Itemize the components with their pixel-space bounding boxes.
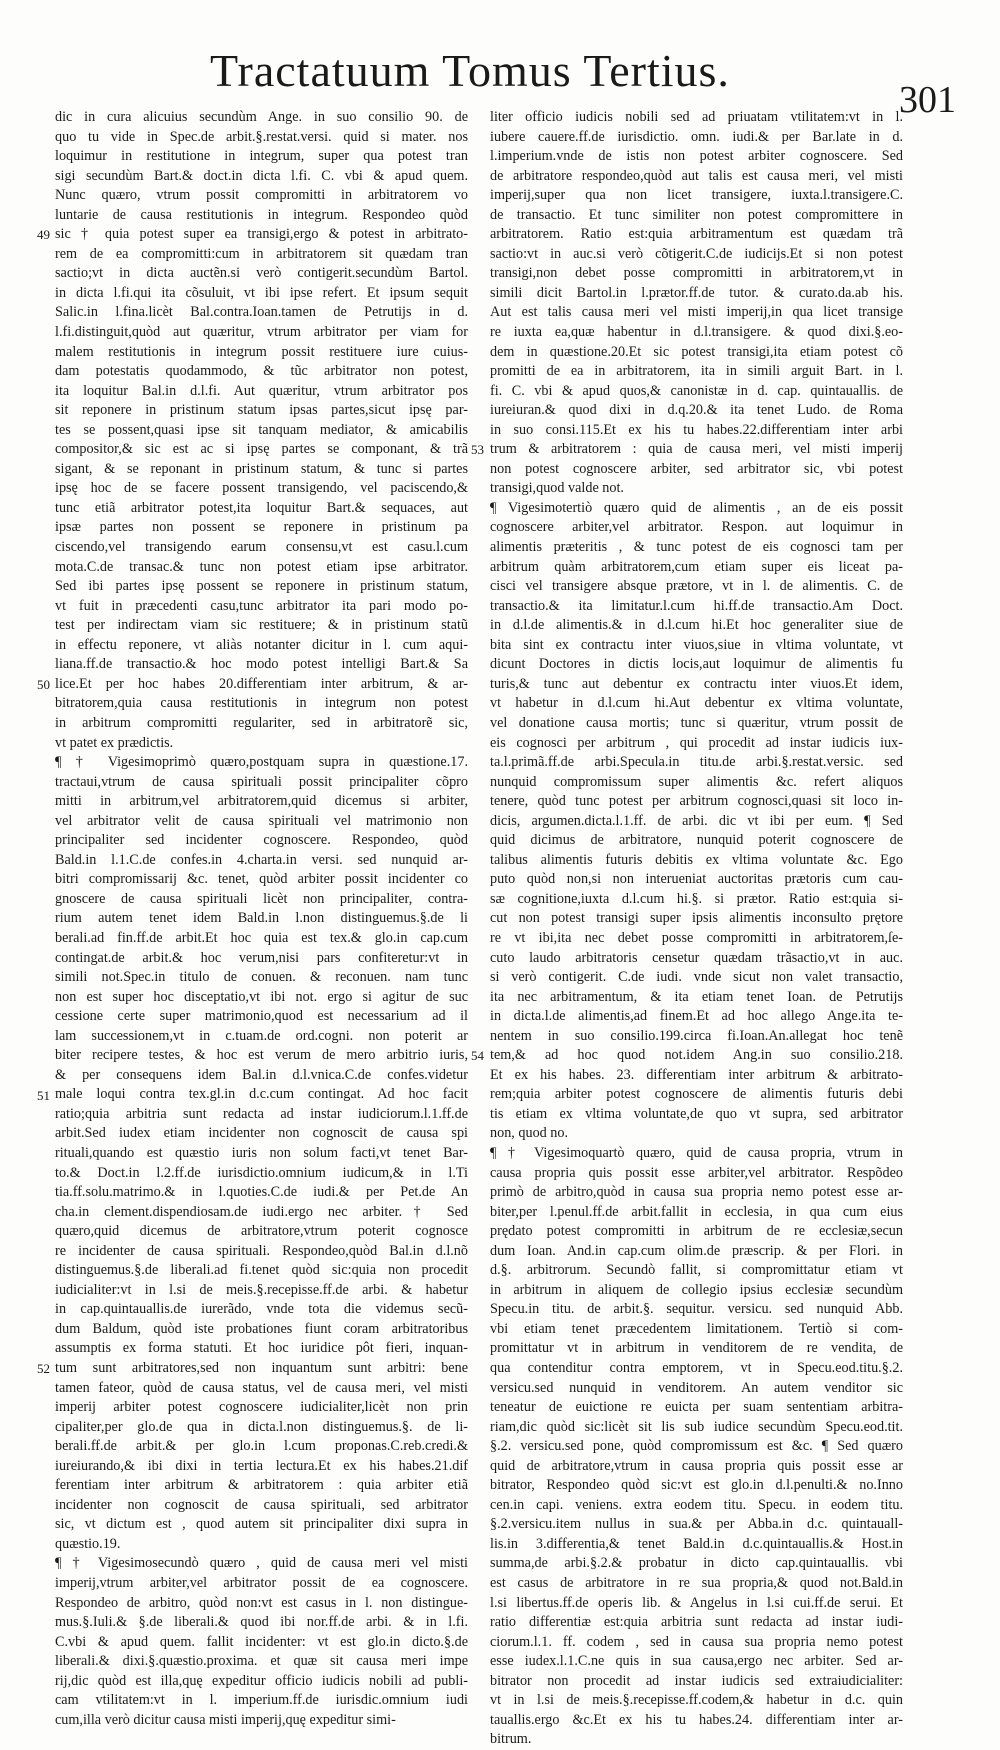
text-line: biter,per l.penul.ff.de arbit.fallit in ecclesia, in qua cum eius bbox=[490, 1203, 903, 1220]
text-line: Salic.in l.fina.licèt Bal.contra.Ioan.tamen de Petrutijs in d. bbox=[55, 304, 468, 321]
text-line: mota.C.de transac.& tunc non potest etiam ipse arbitrator. bbox=[55, 558, 468, 575]
text-line: causa propria quis possit esse arbiter,vel arbitrator. Respõdeo bbox=[490, 1164, 903, 1181]
margin-paragraph-number: 49 bbox=[37, 227, 50, 243]
text-line: teneatur de euictione re euicta per suam sententiam arbitra- bbox=[490, 1399, 903, 1416]
margin-paragraph-number: 52 bbox=[37, 1361, 50, 1377]
text-line: Et ex his habes. 23. differentiam inter arbitrum & arbitrato- bbox=[490, 1066, 903, 1083]
text-line: contingat.de arbit.& hoc verum,nisi pars confiteretur:vt in bbox=[55, 949, 468, 966]
text-line: rem;quia arbiter potest cognoscere de alimentis futuris debi bbox=[490, 1086, 903, 1103]
text-line: Respondeo de arbitro, quòd non:vt est casus in l. non distingue- bbox=[55, 1594, 468, 1611]
text-line: sic, vt dictum est , quod autem sit principaliter dixi supra in bbox=[55, 1516, 468, 1533]
text-line: liana.ff.de transactio.& hoc modo potest intelligi Bart.& Sa bbox=[55, 656, 468, 673]
text-line: Specu.in titu. de arbit.§. sequitur. versicu. sed nunquid Abb. bbox=[490, 1301, 903, 1318]
text-line: dicis, argumen.dicta.l.1.ff. de arbi. dic vt ibi per eum. ¶ Sed bbox=[490, 812, 903, 829]
text-line: bitrum. bbox=[490, 1731, 532, 1748]
text-line: primò de arbitro,quòd in causa sua propria nemo potest esse ar- bbox=[490, 1184, 903, 1201]
text-line: §.2. versicu.sed pone, quòd compromissum est &c. ¶ Sed quæro bbox=[490, 1438, 903, 1455]
text-line: tem,& ad hoc quod not.idem Ang.in suo consilio.218. bbox=[490, 1047, 903, 1064]
text-line: de arbitratore respondeo,quòd aut talis est causa meri, vel misti bbox=[490, 167, 903, 184]
text-line: & per consequens idem Bal.in d.l.vnica.C.de confes.videtur bbox=[55, 1066, 468, 1083]
text-line: re incidenter de causa spirituali. Respondeo,quòd Bal.in d.l.nõ bbox=[55, 1242, 468, 1259]
text-line: test per indirectam viam sic restituere; & in pristinum statũ bbox=[55, 617, 468, 634]
text-line: tractaui,vtrum de causa spirituali possit principaliter cõpro bbox=[55, 773, 468, 790]
text-line: Aut est talis causa meri vel misti imperij,in qua licet transige bbox=[490, 304, 903, 321]
text-line: non potest cognoscere arbiter, sed arbitrator sic, vbi potest bbox=[490, 460, 903, 477]
text-line: tia.ff.solu.matrimo.& in l.quoties.C.de iudi.& per Pet.de An bbox=[55, 1184, 468, 1201]
text-line: quid dicimus de arbitratore, nunquid poterit cognoscere de bbox=[490, 832, 903, 849]
text-line: rem de ea compromitti:cum in arbitratorem sit quædam tran bbox=[55, 245, 468, 262]
text-line: cuto laudo arbitratoris censetur quædam trãsactio,vt in auc. bbox=[490, 949, 903, 966]
text-line: ¶ † Vigesimoquartò quæro, quid de causa propria, vtrum in bbox=[490, 1144, 903, 1161]
text-line: Nunc quæro, vtrum possit compromitti in arbitratorem vo bbox=[55, 187, 468, 204]
text-line: principaliter sed incidenter cognoscere. Respondeo, quòd bbox=[55, 832, 468, 849]
text-line: iudicialiter:vt in l.si de meis.§.recepisse.ff.de arbi. & habetur bbox=[55, 1281, 468, 1298]
text-line: non est super hoc disceptatio,vt ibi not. ergo si agitur de suc bbox=[55, 988, 468, 1005]
text-line: ratio differentiæ est:quia arbitria sunt redacta ad instar iudi- bbox=[490, 1614, 903, 1631]
text-line: sic † quia potest super ea transigi,ergo & potest in arbitrato- bbox=[55, 226, 468, 243]
text-line: ciscendo,vel transigendo earum consensu,vt est casu.l.cum bbox=[55, 539, 468, 556]
text-line: vbi etiam tenet præcedentem limitationem. Tertiò si com- bbox=[490, 1320, 903, 1337]
text-line: versicu.sed nunquid in venditorem. An autem venditor sic bbox=[490, 1379, 903, 1396]
text-line: l.si libertus.ff.de operis lib. & Angelus in l.si cui.ff.de serui. Et bbox=[490, 1594, 903, 1611]
text-line: iureiuran.& quod dixi in d.q.20.& ita tenet Ludo. de Roma bbox=[490, 402, 903, 419]
text-line: cut non potest transigi super ipsis alimentis inconsulto prętore bbox=[490, 910, 903, 927]
running-title: Tractatuum Tomus Tertius. bbox=[210, 45, 730, 96]
text-line: de transactio. Et tunc similiter non potest compromittere in bbox=[490, 206, 903, 223]
text-line: alimentis præteritis , & tunc potest de eis cognosci tam per bbox=[490, 539, 903, 556]
text-line: ipsę hoc de se facere possent transigendo, vel paciscendo,& bbox=[55, 480, 468, 497]
text-line: tes se possent,quasi ipse sit tanquam mediator, & amicabilis bbox=[55, 421, 468, 438]
text-line: re vt ibi,ita nec debet posse compromitti in arbitratorem,ſe- bbox=[490, 929, 903, 946]
text-line: eis cognosci per arbitrum , qui procedit ad instar iudicis iux- bbox=[490, 734, 903, 751]
text-line: rium autem tenet idem Bald.in l.non distinguemus.§.de li bbox=[55, 910, 468, 927]
text-line: ita nec arbitramentum, & ita etiam tenet Ioan. de Petrutijs bbox=[490, 988, 903, 1005]
text-line: dem in quæstione.20.Et sic potest transigi,ita etiam potest cõ bbox=[490, 343, 903, 360]
text-line: ipsæ partes non possent se reponere in pristinum pa bbox=[55, 519, 468, 536]
text-line: berali.ad fin.ff.de arbit.Et hoc quia est tex.& glo.in cap.cum bbox=[55, 929, 468, 946]
text-line: bita sint ex contractu inter viuos,siue in vltima voluntate, vt bbox=[490, 636, 903, 653]
text-line: compositor,& sic est ac si ipsę partes se componant, & trã bbox=[55, 441, 468, 458]
text-line: cessione certe super matrimonio,quod est necessarium ad il bbox=[55, 1008, 468, 1025]
text-line: prędato potest compromitti in arbitrum de re ecclesiæ,secun bbox=[490, 1223, 903, 1240]
text-line: sigant, & se reponant in pristinum statum, & tunc si partes bbox=[55, 460, 468, 477]
text-line: re iuxta ea,quæ habentur in d.l.transigere. & quod dixi.§.eo- bbox=[490, 324, 903, 341]
text-line: imperij arbiter potest cognoscere iudicialiter,licèt non prin bbox=[55, 1399, 468, 1416]
text-line: ¶ † Vigesimoprimò quæro,postquam supra in quæstione.17. bbox=[55, 754, 468, 771]
text-line: arbitrum quàm arbitratorem,cum etiam super eis liceat pa- bbox=[490, 558, 903, 575]
text-line: distinguemus.§.de liberali.ad fi.tenet quòd sic:quia non procedit bbox=[55, 1262, 468, 1279]
text-line: lice.Et per hoc habes 20.differentiam inter arbitrum, & ar- bbox=[55, 675, 468, 692]
page-number: 301 bbox=[899, 79, 956, 121]
text-line: berali.ff.de arbit.& per glo.in l.cum proponas.C.reb.credi.& bbox=[55, 1438, 468, 1455]
text-line: lam successionem,vt in c.tuam.de ord.cogni. non poterit ar bbox=[55, 1027, 468, 1044]
text-line: tauallis.ergo &c.Et ex his tu habes.24. differentiam inter ar- bbox=[490, 1711, 903, 1728]
text-line: quæro,quid dicemus de arbitratore,vtrum poterit cognosce bbox=[55, 1223, 468, 1240]
text-line: nunquid compromissum super alimentis &c. refert aliquos bbox=[490, 773, 903, 790]
text-line: bitrator, Respondeo quòd sic:vt est glo.in d.l.penulti.& no.Inno bbox=[490, 1477, 903, 1494]
text-line: dic in cura alicuius secundùm Ange. in suo consilio 90. de bbox=[55, 109, 468, 125]
text-line: in cap.quintauallis.de iurerãdo, vnde tota die videmus secũ- bbox=[55, 1301, 468, 1318]
text-line: rituali,quando est quæstio iuris non solum facti,vt tenet Bar- bbox=[55, 1144, 468, 1161]
text-line: riam,dic quòd sic:licèt sit lis sub iudice secundùm Specu.eod.tit. bbox=[490, 1418, 903, 1435]
text-line: in arbitrum in aliquem de collegio ipsius ecclesiæ secundùm bbox=[490, 1281, 903, 1298]
text-line: sigi secundùm Bart.& doct.in dicta l.fi. C. vbi & apud quem. bbox=[55, 167, 468, 184]
text-line: imperij,super qua non licet transigere, iuxta.l.transigere.C. bbox=[490, 187, 903, 204]
text-line: gnoscere de causa spirituali licèt non principaliter, contra- bbox=[55, 890, 468, 907]
text-line: vt fuit in præcedenti casu,tunc arbitrator ita pari modo po- bbox=[55, 597, 468, 614]
text-line: §.2.versicu.item nullus in sua.& per Abba.in d.c. quintauall- bbox=[490, 1516, 903, 1533]
text-line: talibus alimentis futuris debitis ex vltima voluntate &c. Ego bbox=[490, 851, 903, 868]
text-line: male loqui contra tex.gl.in d.c.cum contingat. Ad hoc facit bbox=[55, 1086, 468, 1103]
text-line: cam vtilitatem:vt in l. imperium.ff.de iurisdic.omnium iudi bbox=[55, 1692, 468, 1709]
text-line: sæ cognitione,iuxta d.l.cum hi.§. si prætor. Ratio est:quia si- bbox=[490, 890, 903, 907]
text-line: cisci vel transigere absque prætore, vt in l. de alimentis. C. de bbox=[490, 578, 903, 595]
text-line: cipaliter,per glo.de qua in dicta.l.non distinguemus.§. de li- bbox=[55, 1418, 468, 1435]
text-line: in d.l.de alimentis.& in d.l.cum hi.Et hoc generaliter siue de bbox=[490, 617, 903, 634]
text-line: assumptis ex forma statuti. Et hoc iuridice pôt fieri, inquan- bbox=[55, 1340, 468, 1357]
text-line: sit reponere in pristinum statum ipsas partes,sicut ipsę par- bbox=[55, 402, 468, 419]
text-line: quid de arbitratore,vtrum in causa propria quis possit esse ar bbox=[490, 1457, 903, 1474]
text-line: qua contenditur contra emptorem, vt in Specu.eod.titu.§.2. bbox=[490, 1360, 903, 1376]
text-line: tenere, quòd tunc potest per arbitrum cognosci,quasi sit loco in- bbox=[490, 793, 903, 810]
text-line: imperij,vtrum arbiter,vel arbitrator possit de ea cognoscere. bbox=[55, 1575, 468, 1592]
text-line: ciorum.l.1. ff. codem , sed in causa sua propria nemo potest bbox=[490, 1633, 903, 1650]
text-line: sactio:vt in auc.si verò cõtigerit.C.de iudicijs.Et si non potest bbox=[490, 245, 903, 262]
text-line: biter recipere testes, & hoc est verum de mero arbitrio iuris, bbox=[55, 1047, 468, 1064]
text-line: malem restitutionis in integrum possit restituere iure cuius- bbox=[55, 343, 468, 360]
text-line: cha.in clement.dispendiosam.de iudi.ergo nec arbiter.† Sed bbox=[55, 1203, 468, 1220]
text-line: dum Ioan. And.in cap.cum olim.de præscrip. & per Flori. in bbox=[490, 1242, 903, 1259]
text-line: Bald.in l.1.C.de confes.in 4.charta.in versi. sed nunquid ar- bbox=[55, 851, 468, 868]
right-text-column bbox=[490, 108, 903, 1748]
text-line: transigi,non debet posse compromitti in arbitratorem,vt in bbox=[490, 265, 903, 282]
text-line: in dicta.l.de alimentis,ad finem.Et ad hoc allego Ange.ita te- bbox=[490, 1008, 903, 1025]
text-line: esse iudex.l.1.C.ne quis in sua causa,ergo nec arbiter. Sed ar- bbox=[490, 1653, 903, 1670]
text-line: lis.in 3.differentia,& tenet Bald.in d.c.quintauallis.& Host.in bbox=[490, 1535, 903, 1552]
text-line: turis,& tunc aut debentur ex contractu inter viuos.Et idem, bbox=[490, 675, 903, 692]
text-line: si verò contigerit. C.de iudi. vnde sicut non valet transactio, bbox=[490, 969, 903, 986]
text-line: cum,illa verò dicitur causa misti imperij,quę expeditur simi- bbox=[55, 1711, 396, 1728]
text-line: Sed ibi partes ipsę possent se reponere in pristinum statum, bbox=[55, 578, 468, 595]
text-line: tis etiam ex vltima voluntate,de quo vt supra, sed arbitrator bbox=[490, 1105, 903, 1122]
text-line: dum Baldum, quòd iste probationes fiunt coram arbitratoribus bbox=[55, 1320, 468, 1337]
text-line: l.fi.distinguit,quòd aut quæritur, vtrum arbitrator per viam for bbox=[55, 324, 468, 341]
text-line: ita loquitur Bal.in d.l.fi. Aut quæritur, vtrum arbitrator pos bbox=[55, 382, 468, 399]
text-line: ta.l.primã.ff.de arbi.Specula.in titu.de arbi.§.restat.versic. sed bbox=[490, 754, 903, 771]
text-line: cognoscere arbiter,vel arbitrator. Respon. aut loquimur in bbox=[490, 519, 903, 536]
text-line: nentem in suo consilio.199.circa fi.Ioan.An.allegat hoc tenẽ bbox=[490, 1027, 903, 1044]
margin-paragraph-number: 54 bbox=[471, 1048, 484, 1064]
text-line: est casus de arbitratore in re sua propria,& quod not.Bald.in bbox=[490, 1575, 903, 1592]
text-line: mus.§.Iuli.& §.de liberali.& quod ibi nor.ff.de arbi. & in l.fi. bbox=[55, 1614, 468, 1631]
text-line: incidenter non cognoscit de causa spirituali, sed arbitrator bbox=[55, 1496, 468, 1513]
text-line: simili not.Spec.in titulo de conuen. & reconuen. nam tunc bbox=[55, 969, 468, 986]
text-line: dam potestatis quodammodo, & tũc arbitrator non potest, bbox=[55, 363, 468, 380]
text-line: promittatur vt in arbitrum in venditorem de re vendita, de bbox=[490, 1340, 903, 1357]
margin-paragraph-number: 53 bbox=[471, 442, 484, 458]
text-line: C.vbi & apud quem. fallit incidenter: vt est glo.in dicto.§.de bbox=[55, 1633, 468, 1650]
text-line: to.& Doct.in l.2.ff.de iurisdictio.omnium iudicum,& in l.Ti bbox=[55, 1164, 468, 1181]
text-line: transigi,quod valde not. bbox=[490, 480, 624, 497]
text-line: fi. C. vbi & apud quos,& canonistæ in d. cap. quintauallis. de bbox=[490, 382, 903, 399]
text-line: d.§. arbitrorum. Secundò fallit, si compromittatur etiam vt bbox=[490, 1262, 903, 1279]
text-line: puto quòd non,si non interueniat auctoritas prætoris cum cau- bbox=[490, 871, 903, 888]
text-line: rij,dic quòd est illa,quę expeditur officio iudicis nobili ad publi- bbox=[55, 1672, 468, 1689]
text-line: luntarie de causa restitutionis in integrum. Respondeo quòd bbox=[55, 206, 468, 223]
text-line: iubere cauere.ff.de iurisdictio. omn. iudi.& per Bar.late in d. bbox=[490, 128, 903, 145]
text-line: loquimur in restitutione in integrum, super qua potest tran bbox=[55, 148, 468, 165]
text-line: quo tu vide in Spec.de arbit.§.restat.versi. quid si mater. nos bbox=[55, 128, 468, 145]
text-line: promitti de ea in arbitratorem, ita in simili arguit Bart. in l. bbox=[490, 363, 903, 380]
text-line: l.imperium.vnde de istis non potest arbiter cognoscere. Sed bbox=[490, 148, 903, 165]
text-line: ¶ Vigesimotertiò quæro quid de alimentis , an de eis possit bbox=[490, 499, 903, 516]
margin-paragraph-number: 50 bbox=[37, 676, 50, 692]
text-line: vt habetur in d.l.cum hi.Aut debentur ex vltima voluntate, bbox=[490, 695, 903, 712]
text-line: vt in l.si de meis.§.recepisse.ff.codem,& habetur in d.c. quin bbox=[490, 1692, 903, 1709]
text-line: bitrator non procedit ad instar iudicis sed extraiudicialiter: bbox=[490, 1672, 903, 1689]
text-line: simili dicit Bartol.in l.prætor.ff.de tutor. & curato.da.ab his. bbox=[490, 284, 903, 301]
text-line: tunc etiã arbitrator potest,ita loquitur Bart.& sequaces, aut bbox=[55, 499, 468, 516]
text-line: vt patet ex prædictis. bbox=[55, 734, 174, 751]
text-line: summa,de arbi.§.2.& probatur in dicto cap.quintauallis. vbi bbox=[490, 1555, 903, 1572]
text-line: liter officio iudicis nobili sed ad priuatam vtilitatem:vt in l. bbox=[490, 109, 903, 125]
text-line: tamen fateor, quòd de causa status, vel de causa meri, vel misti bbox=[55, 1379, 468, 1396]
text-line: iureiurando,& ibi dixi in tertia lectura.Et ex his habes.21.dif bbox=[55, 1457, 468, 1474]
text-line: dicunt Doctores in dictis locis,aut loquimur de alimentis fu bbox=[490, 656, 903, 673]
text-line: arbit.Sed iudex etiam incidenter non cognoscit de causa spi bbox=[55, 1125, 468, 1142]
text-line: in suo consi.115.Et ex his tu habes.22.differentiam inter arbi bbox=[490, 421, 903, 438]
text-line: trum & arbitratorem : quia de causa meri, vel misti imperij bbox=[490, 441, 903, 458]
text-line: arbitratorem. Ratio est:quia arbitramentum est quædam trã bbox=[490, 226, 903, 243]
text-line: vel donatione causa mortis; tunc si quæritur, vtrum possit de bbox=[490, 714, 903, 731]
text-line: ratio;quia arbitria sunt redacta ad instar iudiciorum.l.1.ff.de bbox=[55, 1105, 468, 1122]
text-line: in effectu reponere, vt aliàs notanter dicitur in l. cum aqui- bbox=[55, 636, 468, 653]
text-line: cen.in capi. veniens. extra eodem titu. Specu. in eodem titu. bbox=[490, 1496, 903, 1513]
text-line: bitri compromissarij &c. tenet, quòd arbiter possit incidenter co bbox=[55, 871, 468, 888]
text-line: quæstio.19. bbox=[55, 1535, 121, 1552]
text-line: non, quod no. bbox=[490, 1125, 569, 1142]
text-line: vel arbitrator velit de causa spirituali vel matrimonio non bbox=[55, 812, 468, 829]
text-line: mitti in arbitrum,vel arbitratorem,quid dicemus si arbiter, bbox=[55, 793, 468, 810]
text-line: ¶ † Vigesimosecundò quæro , quid de causa meri vel misti bbox=[55, 1555, 468, 1572]
text-line: liberali.& dixi.§.quæstio.proxima. et quæ sit causa meri impe bbox=[55, 1653, 468, 1670]
left-text-column bbox=[55, 108, 468, 1728]
text-line: in dicta l.fi.qui ita cõsuluit, vt ibi ipse refert. Et ipsum sequit bbox=[55, 284, 468, 301]
text-line: transactio.& ita limitatur.l.cum hi.ff.de transactio.Am Doct. bbox=[490, 597, 903, 614]
text-line: tum sunt arbitratores,sed non inquantum sunt arbitri: bene bbox=[55, 1360, 468, 1376]
text-line: ferentiam inter arbitrum & arbitratorem : quia arbiter etiã bbox=[55, 1477, 468, 1494]
text-line: in arbitrum compromitti regulariter, sed in arbitratorẽ sic, bbox=[55, 714, 468, 731]
text-line: sactio;vt in dicta auctẽn.si verò contigerit.secundùm Bartol. bbox=[55, 265, 468, 282]
margin-paragraph-number: 51 bbox=[37, 1087, 50, 1103]
text-line: bitratorem,quia causa restitutionis in integrum non potest bbox=[55, 695, 468, 712]
